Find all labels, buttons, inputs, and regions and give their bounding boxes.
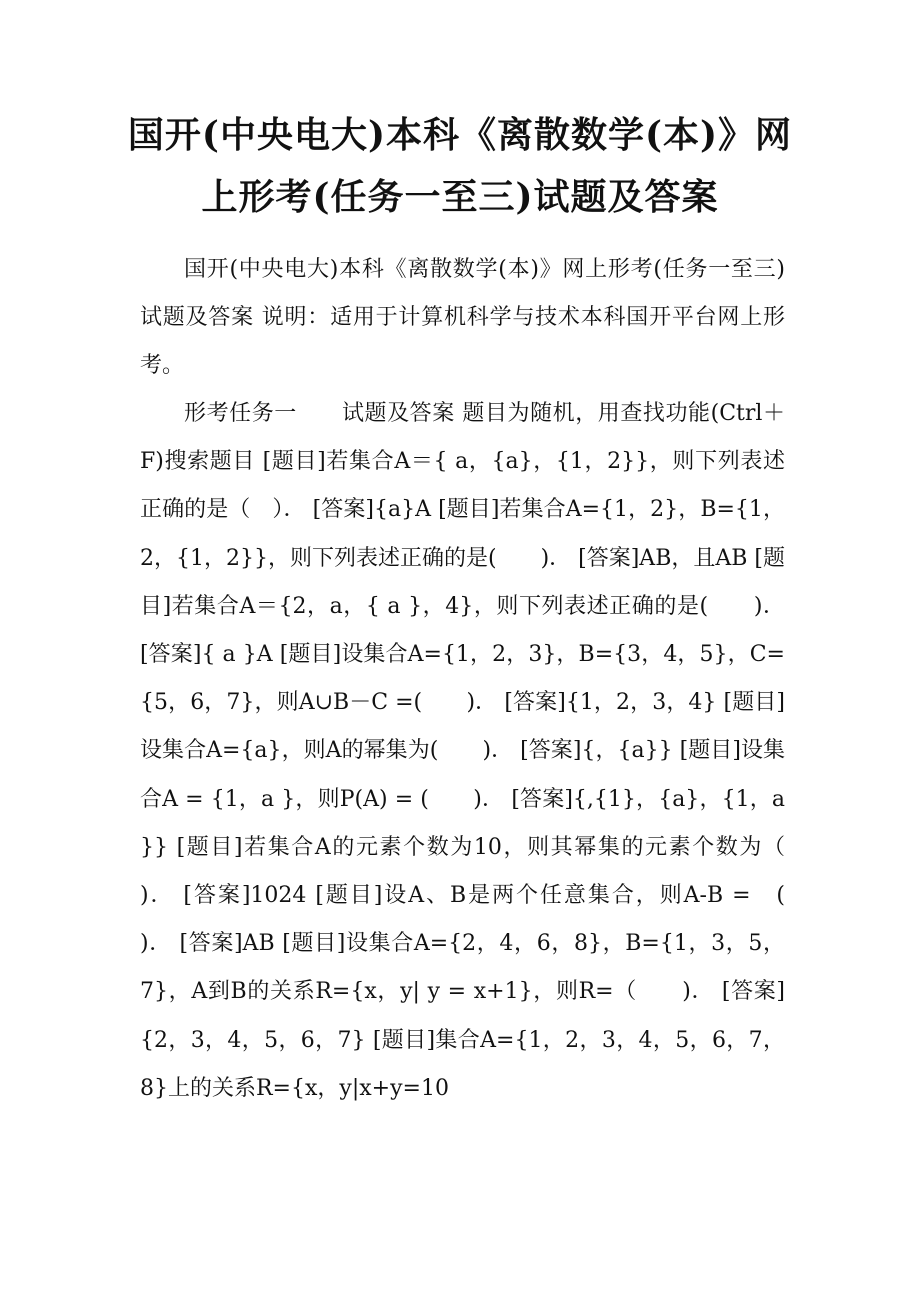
- document-title: 国开(中央电大)本科《离散数学(本)》网上形考(任务一至三)试题及答案: [127, 114, 793, 218]
- task-one-paragraph: 形考任务一 试题及答案 题目为随机，用查找功能(Ctrl＋F)搜索题目 [题目]若集合A＝{ a，{a}，{1，2}}，则下列表述正确的是（ ）． [答案]{a}A [题目]若集合A={1，2}，B={1，2，{1，2}}，则下列表述正确的是( )． [答案]AB，且AB [题目]若集合A＝{2，a，{ a }，4}，则下列表述正确的是( )． [答案]{ a }A [题目]设集合A={1，2，3}，B={3，4，5}，C={5，6，7}，则A∪B－C =( )． [答案]{1，2，3，4} [题目]设集合A={a}，则A的幂集为( )． [答案]{，{a}} [题目]设集合A = {1，a }，则P(A) = ( )． [答案]{,{1}，{a}，{1，a }} [题目]若集合A的元素个数为10，则其幂集的元素个数为（ )． [答案]1024 [题目]设A、B是两个任意集合，则A-B = ( )． [答案]AB [题目]设集合A={2，4，6，8}，B={1，3，5，7}，A到B的关系R={x，y| y = x+1}，则R=（ )． [答案]{2，3，4，5，6，7} [题目]集合A={1，2，3，4，5，6，7，8}上的关系R={x，y|x+y=10: [140, 401, 830, 1101]
- intro-paragraph: 国开(中央电大)本科《离散数学(本)》网上形考(任务一至三)试题及答案 说明：适用于计算机科学与技术本科国开平台网上形考。: [140, 257, 785, 379]
